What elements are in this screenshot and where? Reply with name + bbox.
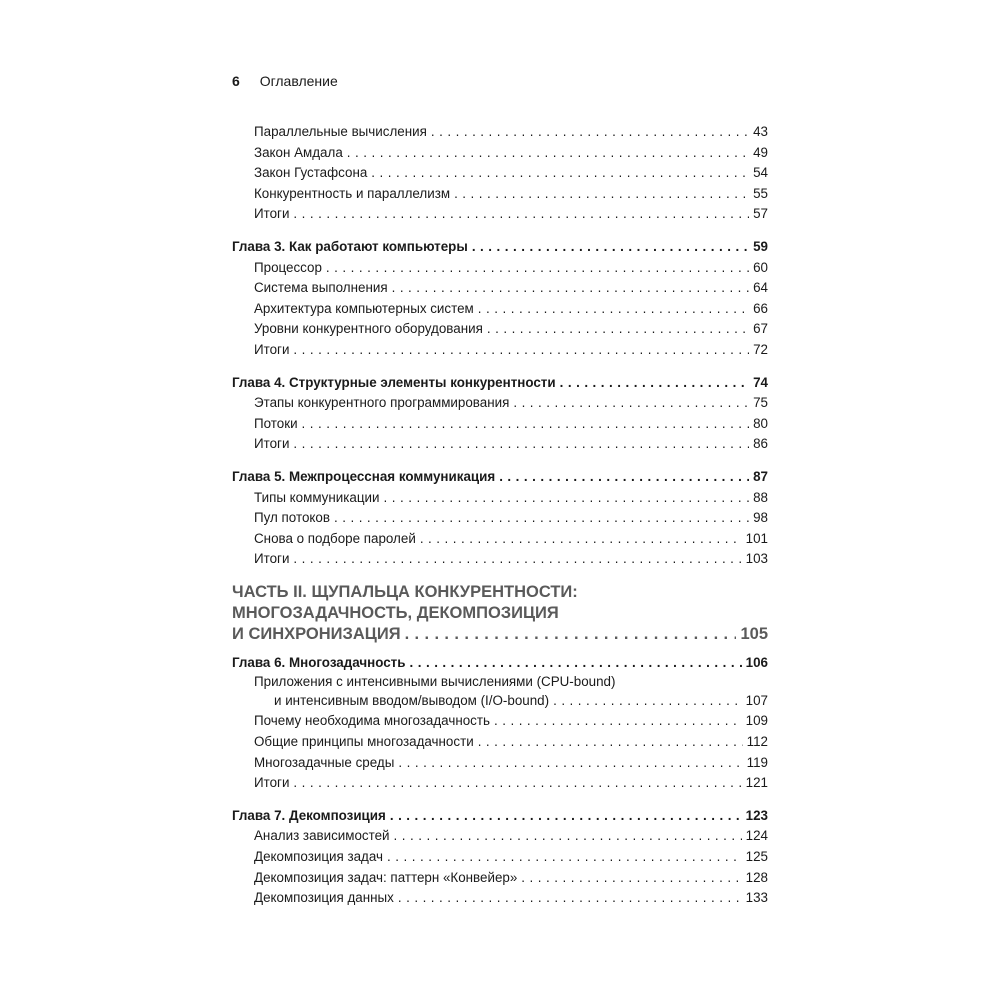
toc-chapter[interactable] bbox=[232, 467, 768, 488]
toc-group bbox=[232, 393, 768, 455]
toc-entry-page: 119 bbox=[746, 754, 768, 770]
toc-part-heading[interactable] bbox=[232, 582, 768, 645]
toc-entry[interactable] bbox=[232, 847, 768, 868]
toc-entry-page: 66 bbox=[753, 300, 768, 316]
toc-entry-title: Закон Амдала bbox=[254, 144, 343, 160]
toc-entry-title: Система выполнения bbox=[254, 280, 388, 296]
leader-dots bbox=[293, 434, 749, 455]
toc-entry-title: Архитектура компьютерных систем bbox=[254, 300, 474, 316]
leader-dots bbox=[387, 847, 742, 868]
toc-entry-title-line: Приложения с интенсивными вычислениями (CPU-bound) bbox=[254, 674, 616, 690]
toc-chapter-page: 74 bbox=[753, 374, 768, 390]
leader-dots bbox=[347, 143, 749, 164]
toc-entry-page: 64 bbox=[753, 280, 768, 296]
running-title: Оглавление bbox=[259, 73, 338, 89]
toc-entry[interactable] bbox=[232, 434, 768, 455]
toc-entry[interactable] bbox=[232, 414, 768, 435]
leader-dots bbox=[390, 806, 742, 827]
leader-dots bbox=[398, 888, 742, 909]
spacer bbox=[232, 455, 768, 467]
toc-entry-title: Этапы конкурентного программирования bbox=[254, 395, 510, 411]
toc-entry-page: 49 bbox=[753, 144, 768, 160]
toc-entry[interactable] bbox=[232, 826, 768, 847]
toc-entry-page: 107 bbox=[745, 693, 768, 709]
toc-entry-page: 75 bbox=[753, 395, 768, 411]
toc-entry-page: 98 bbox=[753, 510, 768, 526]
toc-entry[interactable] bbox=[232, 508, 768, 529]
toc-entry-page: 103 bbox=[745, 551, 768, 567]
toc-entry-title: Потоки bbox=[254, 415, 298, 431]
toc-entry[interactable] bbox=[232, 143, 768, 164]
leader-dots bbox=[384, 488, 750, 509]
toc-entry-page: 128 bbox=[745, 869, 768, 885]
toc-entry[interactable] bbox=[232, 732, 768, 753]
toc-group bbox=[232, 258, 768, 361]
page-number: 6 bbox=[232, 73, 240, 89]
toc-entry-title: Декомпозиция задач bbox=[254, 849, 383, 865]
leader-dots bbox=[409, 653, 741, 674]
leader-dots bbox=[293, 773, 741, 794]
leader-dots bbox=[420, 529, 742, 550]
toc-entry[interactable] bbox=[232, 319, 768, 340]
leader-dots bbox=[472, 237, 749, 258]
toc-chapter[interactable] bbox=[232, 373, 768, 394]
toc-group bbox=[232, 826, 768, 908]
toc-entry[interactable] bbox=[232, 299, 768, 320]
toc-entry-title: Итоги bbox=[254, 436, 290, 452]
toc-entry-title: Итоги bbox=[254, 341, 290, 357]
toc-entry-title: Почему необходима многозадачность bbox=[254, 713, 490, 729]
leader-dots bbox=[494, 711, 742, 732]
toc-entry[interactable] bbox=[232, 258, 768, 279]
toc-entry[interactable] bbox=[232, 549, 768, 570]
toc-entry-title: Итоги bbox=[254, 206, 290, 222]
toc-entry-page: 60 bbox=[753, 259, 768, 275]
toc-chapter-page: 59 bbox=[753, 238, 768, 254]
toc-entry[interactable] bbox=[232, 888, 768, 909]
toc-entry-title: Итоги bbox=[254, 775, 290, 791]
toc-chapter[interactable] bbox=[232, 237, 768, 258]
toc-chapter-page: 106 bbox=[745, 654, 768, 670]
toc-entry-wrapped[interactable] bbox=[232, 673, 768, 711]
leader-dots bbox=[334, 508, 749, 529]
toc-entry-title: Снова о подборе паролей bbox=[254, 530, 416, 546]
spacer bbox=[232, 225, 768, 237]
toc-entry-page: 112 bbox=[746, 734, 768, 750]
toc-entry-title: Уровни конкурентного оборудования bbox=[254, 321, 483, 337]
toc-chapter-title: Глава 5. Межпроцессная коммуникация bbox=[232, 468, 496, 484]
toc-entry-page: 43 bbox=[753, 124, 768, 139]
toc-entry[interactable] bbox=[232, 278, 768, 299]
toc-chapter-page: 87 bbox=[753, 468, 768, 484]
toc-entry[interactable] bbox=[232, 529, 768, 550]
toc-entry-title: Закон Густафсона bbox=[254, 165, 368, 181]
toc-entry[interactable] bbox=[232, 753, 768, 774]
leader-dots bbox=[478, 732, 743, 753]
toc-group bbox=[232, 122, 768, 225]
part-title-line: МНОГОЗАДАЧНОСТЬ, ДЕКОМПОЗИЦИЯ bbox=[232, 603, 559, 622]
spacer bbox=[232, 645, 768, 653]
toc-chapter-title: Глава 6. Многозадачность bbox=[232, 654, 406, 670]
toc-chapter-title: Глава 3. Как работают компьютеры bbox=[232, 238, 468, 254]
toc-chapter[interactable] bbox=[232, 806, 768, 827]
toc-entry-title-line: и интенсивным вводом/выводом (I/O-bound) bbox=[274, 693, 550, 709]
toc-entry-title: Итоги bbox=[254, 551, 290, 567]
part-title-line: И СИНХРОНИЗАЦИЯ bbox=[232, 624, 401, 643]
leader-dots bbox=[513, 393, 749, 414]
toc-entry-title: Параллельные вычисления bbox=[254, 124, 427, 139]
toc-entry-page: 109 bbox=[745, 713, 768, 729]
toc-entry-page: 121 bbox=[745, 775, 768, 791]
leader-dots bbox=[293, 340, 749, 361]
toc-entry-title: Декомпозиция задач: паттерн «Конвейер» bbox=[254, 869, 518, 885]
toc-entry[interactable] bbox=[232, 340, 768, 361]
spacer bbox=[232, 794, 768, 806]
toc-group bbox=[232, 488, 768, 570]
toc-chapter-title: Глава 4. Структурные элементы конкурентности bbox=[232, 374, 556, 390]
toc-entry[interactable] bbox=[232, 773, 768, 794]
running-head bbox=[232, 73, 338, 89]
spacer bbox=[232, 361, 768, 373]
toc-entry-page: 55 bbox=[753, 185, 768, 201]
leader-dots bbox=[293, 204, 749, 225]
toc-chapter[interactable] bbox=[232, 653, 768, 674]
toc-entry[interactable] bbox=[232, 204, 768, 225]
leader-dots bbox=[487, 319, 749, 340]
toc-entry[interactable] bbox=[232, 163, 768, 184]
toc-entry-title: Декомпозиция данных bbox=[254, 890, 394, 906]
part-page: 105 bbox=[740, 624, 768, 643]
leader-dots bbox=[499, 467, 749, 488]
table-of-contents bbox=[232, 122, 768, 909]
toc-entry-page: 80 bbox=[753, 415, 768, 431]
toc-entry-title: Пул потоков bbox=[254, 510, 330, 526]
toc-entry-title: Процессор bbox=[254, 259, 322, 275]
toc-entry-page: 88 bbox=[753, 489, 768, 505]
toc-entry[interactable] bbox=[232, 868, 768, 889]
toc-entry-page: 54 bbox=[753, 165, 768, 181]
leader-dots bbox=[521, 868, 741, 889]
toc-entry[interactable] bbox=[232, 393, 768, 414]
leader-dots bbox=[371, 163, 749, 184]
leader-dots bbox=[454, 184, 749, 205]
leader-dots bbox=[326, 258, 749, 279]
leader-dots bbox=[560, 373, 750, 394]
leader-dots bbox=[302, 414, 750, 435]
toc-entry-page: 86 bbox=[753, 436, 768, 452]
toc-entry-title: Многозадачные среды bbox=[254, 754, 395, 770]
toc-chapter-title: Глава 7. Декомпозиция bbox=[232, 807, 386, 823]
leader-dots bbox=[478, 299, 749, 320]
leader-dots bbox=[293, 549, 741, 570]
toc-entry-page: 124 bbox=[745, 828, 768, 844]
leader-dots bbox=[431, 122, 749, 143]
toc-group bbox=[232, 711, 768, 793]
leader-dots bbox=[553, 691, 742, 711]
toc-entry-title: Анализ зависимостей bbox=[254, 828, 390, 844]
part-title-line: ЧАСТЬ II. ЩУПАЛЬЦА КОНКУРЕНТНОСТИ: bbox=[232, 582, 578, 601]
toc-entry-page: 57 bbox=[753, 206, 768, 222]
leader-dots bbox=[394, 826, 742, 847]
toc-entry[interactable] bbox=[232, 122, 768, 143]
toc-entry[interactable] bbox=[232, 711, 768, 732]
leader-dots bbox=[398, 753, 742, 774]
leader-dots bbox=[405, 624, 737, 645]
toc-entry-title: Конкурентность и параллелизм bbox=[254, 185, 451, 201]
toc-entry[interactable] bbox=[232, 488, 768, 509]
toc-chapter-page: 123 bbox=[745, 807, 768, 823]
toc-entry-title: Типы коммуникации bbox=[254, 489, 380, 505]
toc-entry[interactable] bbox=[232, 184, 768, 205]
toc-entry-page: 101 bbox=[745, 530, 768, 546]
leader-dots bbox=[392, 278, 750, 299]
toc-entry-page: 133 bbox=[745, 890, 768, 906]
toc-entry-page: 67 bbox=[753, 321, 768, 337]
toc-entry-page: 125 bbox=[745, 849, 768, 865]
toc-entry-page: 72 bbox=[753, 341, 768, 357]
toc-entry-title: Общие принципы многозадачности bbox=[254, 734, 474, 750]
